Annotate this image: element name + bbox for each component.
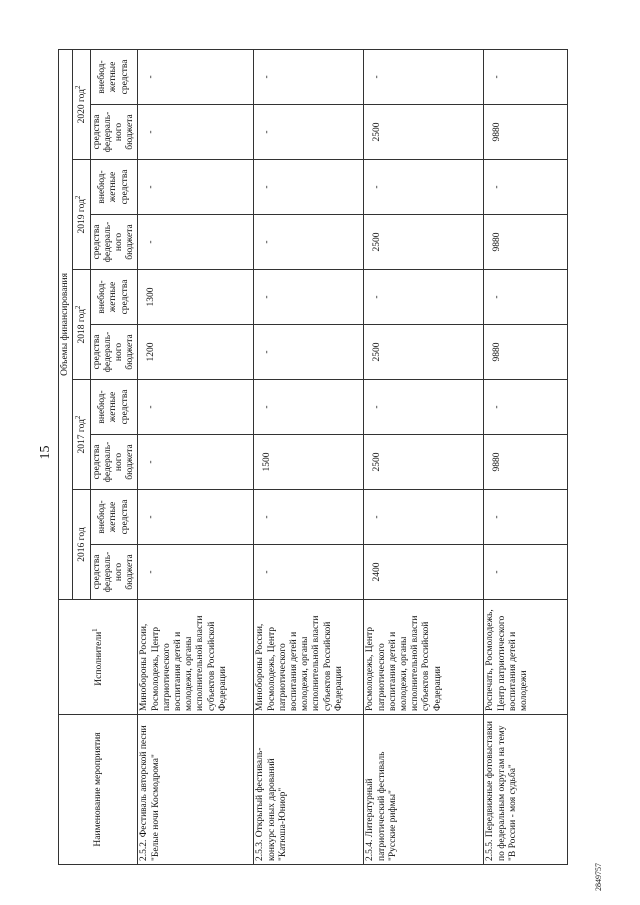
value-cell: - xyxy=(484,380,568,435)
value-cell: - xyxy=(254,490,364,545)
table-row xyxy=(138,49,254,864)
value-cell: 9880 xyxy=(484,215,568,270)
value-cell: 2400 xyxy=(364,545,484,600)
header-federal: средства федераль-ного бюджета xyxy=(90,105,138,160)
value-cell: - xyxy=(364,160,484,215)
header-extra: внебюд-жетные средства xyxy=(90,270,138,325)
value-cell: 9880 xyxy=(484,325,568,380)
value-cell: - xyxy=(254,49,364,104)
executors-cell: Минобороны России, Росмолодежь, Центр патриотического воспитания детей и молодежи, органы исполнительной власти субъектов Российской Федерации xyxy=(138,600,254,715)
header-federal: средства федераль-ного бюджета xyxy=(90,215,138,270)
value-cell: - xyxy=(138,380,254,435)
value-cell: 1500 xyxy=(254,435,364,490)
activity-name: 2.5.4. Литературный патриотический фестиваль "Русские рифмы" xyxy=(364,715,484,865)
value-cell: - xyxy=(254,325,364,380)
header-year-2016: 2016 год xyxy=(73,490,90,600)
header-federal: средства федераль-ного бюджета xyxy=(90,435,138,490)
value-cell: - xyxy=(138,490,254,545)
executors-cell: Росмолодежь, Центр патриотического воспитания детей и молодежи, органы исполнительной власти субъектов Российской Федерации xyxy=(364,600,484,715)
value-cell: - xyxy=(364,380,484,435)
value-cell: - xyxy=(254,215,364,270)
value-cell: - xyxy=(364,270,484,325)
value-cell: - xyxy=(138,49,254,104)
activity-name: 2.5.2. Фестиваль авторской песни "Белые ночи Космодрома" xyxy=(138,715,254,865)
header-year-2020: 2020 год$^2$ xyxy=(73,49,90,159)
executors-cell: Минобороны России, Росмолодежь, Центр патриотического воспитания детей и молодежи, органы исполнительной власти субъектов Российской Федерации xyxy=(254,600,364,715)
funding-table xyxy=(58,49,568,865)
header-federal: средства федераль-ного бюджета xyxy=(90,545,138,600)
value-cell: 2500 xyxy=(364,105,484,160)
value-cell: 2500 xyxy=(364,435,484,490)
value-cell: 2500 xyxy=(364,325,484,380)
value-cell: - xyxy=(254,105,364,160)
value-cell: - xyxy=(138,215,254,270)
header-executors: Исполнители$^1$ xyxy=(59,600,138,715)
value-cell: - xyxy=(138,435,254,490)
value-cell: - xyxy=(254,380,364,435)
header-extra: внебюд-жетные средства xyxy=(90,160,138,215)
value-cell: 2500 xyxy=(364,215,484,270)
value-cell: 1200 xyxy=(138,325,254,380)
value-cell: - xyxy=(254,270,364,325)
value-cell: - xyxy=(364,490,484,545)
document-id: 2849757 xyxy=(594,863,603,891)
value-cell: - xyxy=(138,105,254,160)
executors-cell: Роспечать, Росмолодежь, Центр патриотического воспитания детей и молодежи xyxy=(484,600,568,715)
header-year-2018: 2018 год$^2$ xyxy=(73,270,90,380)
table-row xyxy=(364,49,484,864)
header-row-funding xyxy=(59,49,73,864)
value-cell: - xyxy=(138,160,254,215)
header-year-2019: 2019 год$^2$ xyxy=(73,160,90,270)
table-row xyxy=(254,49,364,864)
page-number: 15 xyxy=(38,445,53,460)
value-cell: - xyxy=(484,49,568,104)
value-cell: 9880 xyxy=(484,105,568,160)
header-extra: внебюд-жетные средства xyxy=(90,380,138,435)
value-cell: - xyxy=(364,49,484,104)
header-funding: Объемы финансирования xyxy=(59,49,73,599)
header-extra: внебюд-жетные средства xyxy=(90,490,138,545)
header-extra: внебюд-жетные средства xyxy=(90,49,138,104)
activity-name: 2.5.3. Открытый фестиваль-конкурс юных дарований "Катюша-Юниор" xyxy=(254,715,364,865)
value-cell: - xyxy=(138,545,254,600)
value-cell: 1300 xyxy=(138,270,254,325)
header-name: Наименование мероприятия xyxy=(59,715,138,865)
value-cell: 9880 xyxy=(484,435,568,490)
table-row xyxy=(484,49,568,864)
value-cell: - xyxy=(484,490,568,545)
value-cell: - xyxy=(254,545,364,600)
value-cell: - xyxy=(254,160,364,215)
activity-name: 2.5.5. Передвижные фотовыставки по федеральным округам на тему "В России - моя судьба" xyxy=(484,715,568,865)
header-federal: средства федераль-ного бюджета xyxy=(90,325,138,380)
value-cell: - xyxy=(484,545,568,600)
value-cell: - xyxy=(484,160,568,215)
value-cell: - xyxy=(484,270,568,325)
header-year-2017: 2017 год$^2$ xyxy=(73,380,90,490)
